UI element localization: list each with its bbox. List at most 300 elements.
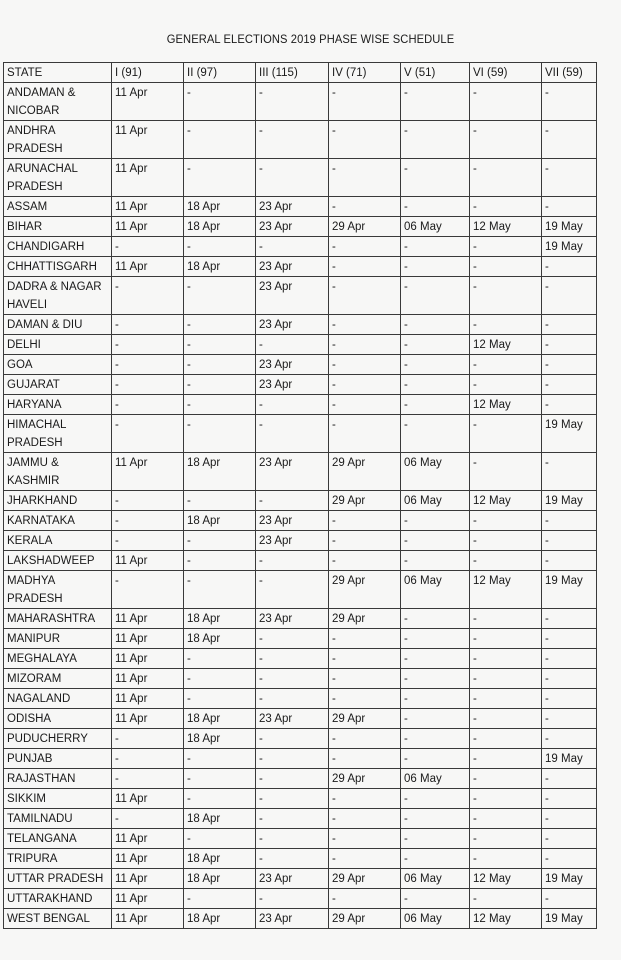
phase-date-cell: - <box>542 83 597 121</box>
phase-date-cell: 11 Apr <box>112 217 184 237</box>
phase-date-cell: - <box>256 769 329 789</box>
table-row <box>4 629 597 649</box>
table-row <box>4 415 597 453</box>
table-row <box>4 121 597 159</box>
phase-date-cell: - <box>112 315 184 335</box>
phase-date-cell: - <box>542 689 597 709</box>
phase-date-cell: - <box>401 789 470 809</box>
state-cell: NAGALAND <box>4 689 112 709</box>
phase-date-cell: - <box>329 395 401 415</box>
phase-date-cell: - <box>329 237 401 257</box>
phase-date-cell: 06 May <box>401 909 470 929</box>
phase-date-cell: 12 May <box>470 395 542 415</box>
phase-date-cell: 11 Apr <box>112 257 184 277</box>
phase-date-cell: 23 Apr <box>256 511 329 531</box>
phase-date-cell: 19 May <box>542 415 597 453</box>
phase-date-cell: 18 Apr <box>184 511 256 531</box>
phase-date-cell: 19 May <box>542 909 597 929</box>
table-row <box>4 531 597 551</box>
phase-date-cell: - <box>112 511 184 531</box>
state-cell: UTTARAKHAND <box>4 889 112 909</box>
phase-date-cell: - <box>470 355 542 375</box>
phase-date-cell: - <box>329 257 401 277</box>
table-row <box>4 809 597 829</box>
phase-date-cell: 19 May <box>542 217 597 237</box>
phase-date-cell: - <box>329 375 401 395</box>
phase-date-cell: - <box>256 809 329 829</box>
phase-date-cell: 12 May <box>470 491 542 511</box>
state-cell: ARUNACHAL PRADESH <box>4 159 112 197</box>
table-row <box>4 511 597 531</box>
phase-date-cell: - <box>542 121 597 159</box>
state-cell: DAMAN & DIU <box>4 315 112 335</box>
state-cell: DADRA & NAGAR HAVELI <box>4 277 112 315</box>
header-cell-state: STATE <box>4 63 112 83</box>
phase-date-cell: 23 Apr <box>256 375 329 395</box>
phase-date-cell: - <box>256 629 329 649</box>
phase-date-cell: 19 May <box>542 869 597 889</box>
phase-date-cell: 11 Apr <box>112 689 184 709</box>
phase-date-cell: - <box>401 531 470 551</box>
phase-date-cell: - <box>401 609 470 629</box>
phase-date-cell: - <box>542 649 597 669</box>
state-cell: MEGHALAYA <box>4 649 112 669</box>
phase-date-cell: - <box>470 789 542 809</box>
phase-date-cell: - <box>329 829 401 849</box>
phase-date-cell: 18 Apr <box>184 869 256 889</box>
phase-date-cell: - <box>329 889 401 909</box>
header-cell-phase-2: II (97) <box>184 63 256 83</box>
phase-date-cell: - <box>401 809 470 829</box>
phase-date-cell: - <box>329 335 401 355</box>
phase-date-cell: - <box>112 769 184 789</box>
table-row <box>4 689 597 709</box>
phase-date-cell: - <box>401 669 470 689</box>
phase-date-cell: - <box>542 551 597 571</box>
phase-date-cell: - <box>256 551 329 571</box>
phase-date-cell: - <box>329 689 401 709</box>
phase-date-cell: - <box>401 511 470 531</box>
state-cell: ANDHRA PRADESH <box>4 121 112 159</box>
phase-date-cell: - <box>256 749 329 769</box>
phase-date-cell: - <box>542 277 597 315</box>
phase-date-cell: 18 Apr <box>184 453 256 491</box>
phase-date-cell: - <box>184 649 256 669</box>
phase-date-cell: - <box>112 375 184 395</box>
header-cell-phase-1: I (91) <box>112 63 184 83</box>
phase-date-cell: - <box>470 121 542 159</box>
phase-date-cell: - <box>256 395 329 415</box>
phase-date-cell: - <box>329 121 401 159</box>
phase-date-cell: - <box>470 849 542 869</box>
phase-date-cell: 06 May <box>401 217 470 237</box>
phase-date-cell: 11 Apr <box>112 709 184 729</box>
phase-date-cell: - <box>184 571 256 609</box>
phase-date-cell: - <box>184 237 256 257</box>
phase-date-cell: - <box>470 629 542 649</box>
header-cell-phase-6: VI (59) <box>470 63 542 83</box>
phase-date-cell: - <box>542 375 597 395</box>
phase-date-cell: 06 May <box>401 571 470 609</box>
phase-date-cell: - <box>329 789 401 809</box>
phase-date-cell: - <box>542 511 597 531</box>
state-cell: PUDUCHERRY <box>4 729 112 749</box>
table-row <box>4 217 597 237</box>
phase-date-cell: - <box>401 395 470 415</box>
table-row <box>4 491 597 511</box>
phase-date-cell: 06 May <box>401 491 470 511</box>
phase-date-cell: 12 May <box>470 869 542 889</box>
phase-date-cell: - <box>401 709 470 729</box>
state-cell: MADHYA PRADESH <box>4 571 112 609</box>
phase-date-cell: - <box>184 491 256 511</box>
phase-date-cell: 11 Apr <box>112 159 184 197</box>
phase-date-cell: 29 Apr <box>329 769 401 789</box>
table-row <box>4 355 597 375</box>
phase-date-cell: 23 Apr <box>256 869 329 889</box>
phase-date-cell: - <box>401 415 470 453</box>
phase-date-cell: - <box>184 395 256 415</box>
phase-date-cell: - <box>470 889 542 909</box>
state-cell: TELANGANA <box>4 829 112 849</box>
table-row <box>4 789 597 809</box>
table-row <box>4 159 597 197</box>
phase-date-cell: - <box>470 729 542 749</box>
phase-date-cell: - <box>184 277 256 315</box>
phase-date-cell: 29 Apr <box>329 609 401 629</box>
phase-date-cell: 11 Apr <box>112 629 184 649</box>
phase-date-cell: 18 Apr <box>184 849 256 869</box>
phase-date-cell: - <box>401 889 470 909</box>
phase-date-cell: 19 May <box>542 491 597 511</box>
phase-date-cell: - <box>256 889 329 909</box>
state-cell: WEST BENGAL <box>4 909 112 929</box>
table-row <box>4 869 597 889</box>
table-row <box>4 551 597 571</box>
phase-date-cell: 23 Apr <box>256 197 329 217</box>
state-cell: ASSAM <box>4 197 112 217</box>
phase-date-cell: - <box>112 729 184 749</box>
phase-date-cell: 19 May <box>542 237 597 257</box>
phase-date-cell: - <box>401 649 470 669</box>
phase-date-cell: - <box>470 689 542 709</box>
table-row <box>4 889 597 909</box>
phase-date-cell: - <box>401 237 470 257</box>
state-cell: GOA <box>4 355 112 375</box>
phase-date-cell: - <box>329 809 401 829</box>
header-row <box>4 63 597 83</box>
header-cell-phase-3: III (115) <box>256 63 329 83</box>
phase-date-cell: - <box>184 889 256 909</box>
phase-date-cell: 11 Apr <box>112 829 184 849</box>
phase-date-cell: - <box>112 335 184 355</box>
phase-date-cell: 11 Apr <box>112 609 184 629</box>
phase-date-cell: - <box>184 83 256 121</box>
table-row <box>4 197 597 217</box>
state-cell: SIKKIM <box>4 789 112 809</box>
phase-date-cell: - <box>542 531 597 551</box>
phase-date-cell: 29 Apr <box>329 709 401 729</box>
phase-date-cell: - <box>329 511 401 531</box>
phase-date-cell: - <box>542 809 597 829</box>
phase-date-cell: - <box>470 709 542 729</box>
phase-date-cell: - <box>542 769 597 789</box>
phase-date-cell: - <box>329 415 401 453</box>
phase-date-cell: 19 May <box>542 749 597 769</box>
phase-date-cell: 11 Apr <box>112 649 184 669</box>
table-row <box>4 315 597 335</box>
state-cell: TAMILNADU <box>4 809 112 829</box>
phase-date-cell: - <box>329 531 401 551</box>
phase-date-cell: - <box>112 491 184 511</box>
phase-date-cell: - <box>401 849 470 869</box>
phase-date-cell: 23 Apr <box>256 531 329 551</box>
phase-date-cell: - <box>256 121 329 159</box>
state-cell: MAHARASHTRA <box>4 609 112 629</box>
phase-date-cell: 19 May <box>542 571 597 609</box>
phase-date-cell: - <box>112 355 184 375</box>
table-row <box>4 749 597 769</box>
table-row <box>4 335 597 355</box>
phase-date-cell: - <box>112 237 184 257</box>
phase-date-cell: 18 Apr <box>184 909 256 929</box>
phase-date-cell: - <box>329 749 401 769</box>
phase-date-cell: - <box>184 159 256 197</box>
schedule-table-body <box>4 63 597 929</box>
phase-date-cell: 23 Apr <box>256 277 329 315</box>
phase-date-cell: - <box>256 491 329 511</box>
state-cell: JHARKHAND <box>4 491 112 511</box>
phase-date-cell: 23 Apr <box>256 909 329 929</box>
phase-date-cell: 11 Apr <box>112 121 184 159</box>
phase-date-cell: - <box>401 197 470 217</box>
phase-date-cell: - <box>329 849 401 869</box>
phase-date-cell: - <box>184 335 256 355</box>
phase-date-cell: - <box>470 809 542 829</box>
phase-date-cell: - <box>470 669 542 689</box>
phase-date-cell: - <box>470 159 542 197</box>
phase-date-cell: - <box>542 315 597 335</box>
state-cell: KERALA <box>4 531 112 551</box>
phase-date-cell: 06 May <box>401 869 470 889</box>
phase-date-cell: 06 May <box>401 453 470 491</box>
phase-date-cell: - <box>401 121 470 159</box>
phase-date-cell: 23 Apr <box>256 609 329 629</box>
table-row <box>4 829 597 849</box>
table-row <box>4 649 597 669</box>
phase-date-cell: - <box>542 669 597 689</box>
phase-date-cell: - <box>542 609 597 629</box>
phase-date-cell: - <box>470 649 542 669</box>
phase-date-cell: - <box>401 315 470 335</box>
phase-date-cell: 12 May <box>470 217 542 237</box>
phase-date-cell: 11 Apr <box>112 869 184 889</box>
phase-date-cell: - <box>542 257 597 277</box>
phase-date-cell: 11 Apr <box>112 669 184 689</box>
phase-date-cell: - <box>470 257 542 277</box>
phase-date-cell: - <box>256 237 329 257</box>
phase-date-cell: - <box>470 277 542 315</box>
table-row <box>4 237 597 257</box>
phase-date-cell: - <box>184 789 256 809</box>
phase-date-cell: 23 Apr <box>256 355 329 375</box>
phase-date-cell: - <box>401 159 470 197</box>
phase-date-cell: - <box>184 121 256 159</box>
table-row <box>4 709 597 729</box>
phase-date-cell: - <box>470 749 542 769</box>
phase-date-cell: 23 Apr <box>256 257 329 277</box>
phase-schedule-table <box>3 62 597 929</box>
phase-date-cell: - <box>184 769 256 789</box>
phase-date-cell: - <box>470 609 542 629</box>
phase-date-cell: 11 Apr <box>112 889 184 909</box>
phase-date-cell: 23 Apr <box>256 453 329 491</box>
phase-date-cell: - <box>329 159 401 197</box>
phase-date-cell: - <box>329 83 401 121</box>
phase-date-cell: - <box>470 315 542 335</box>
table-row <box>4 277 597 315</box>
state-cell: LAKSHADWEEP <box>4 551 112 571</box>
phase-date-cell: 11 Apr <box>112 789 184 809</box>
phase-date-cell: - <box>329 551 401 571</box>
phase-date-cell: - <box>112 749 184 769</box>
phase-date-cell: - <box>184 415 256 453</box>
phase-date-cell: - <box>256 415 329 453</box>
state-cell: KARNATAKA <box>4 511 112 531</box>
state-cell: GUJARAT <box>4 375 112 395</box>
phase-date-cell: 18 Apr <box>184 729 256 749</box>
phase-date-cell: 18 Apr <box>184 629 256 649</box>
phase-date-cell: - <box>470 453 542 491</box>
phase-date-cell: - <box>470 237 542 257</box>
phase-date-cell: 29 Apr <box>329 869 401 889</box>
state-cell: DELHI <box>4 335 112 355</box>
phase-date-cell: - <box>256 729 329 749</box>
phase-date-cell: 29 Apr <box>329 453 401 491</box>
state-cell: HIMACHAL PRADESH <box>4 415 112 453</box>
table-row <box>4 571 597 609</box>
phase-date-cell: - <box>329 629 401 649</box>
phase-date-cell: - <box>542 709 597 729</box>
phase-date-cell: - <box>470 83 542 121</box>
phase-date-cell: - <box>256 689 329 709</box>
phase-date-cell: - <box>112 395 184 415</box>
table-row <box>4 729 597 749</box>
header-cell-phase-5: V (51) <box>401 63 470 83</box>
phase-date-cell: - <box>542 355 597 375</box>
phase-date-cell: - <box>542 453 597 491</box>
phase-date-cell: - <box>470 197 542 217</box>
phase-date-cell: - <box>470 375 542 395</box>
table-row <box>4 909 597 929</box>
phase-date-cell: - <box>470 511 542 531</box>
phase-date-cell: - <box>401 749 470 769</box>
phase-date-cell: - <box>256 669 329 689</box>
phase-date-cell: - <box>256 571 329 609</box>
table-row <box>4 769 597 789</box>
phase-date-cell: - <box>329 669 401 689</box>
state-cell: JAMMU & KASHMIR <box>4 453 112 491</box>
phase-date-cell: - <box>256 335 329 355</box>
phase-date-cell: 11 Apr <box>112 83 184 121</box>
phase-date-cell: 23 Apr <box>256 709 329 729</box>
phase-date-cell: - <box>401 551 470 571</box>
table-row <box>4 609 597 629</box>
phase-date-cell: 18 Apr <box>184 217 256 237</box>
phase-date-cell: - <box>401 729 470 749</box>
phase-date-cell: - <box>329 729 401 749</box>
phase-date-cell: - <box>112 571 184 609</box>
phase-date-cell: - <box>184 829 256 849</box>
state-cell: CHANDIGARH <box>4 237 112 257</box>
phase-date-cell: 18 Apr <box>184 609 256 629</box>
phase-date-cell: 18 Apr <box>184 709 256 729</box>
phase-date-cell: - <box>542 849 597 869</box>
phase-date-cell: 12 May <box>470 909 542 929</box>
state-cell: ODISHA <box>4 709 112 729</box>
phase-date-cell: - <box>401 375 470 395</box>
state-cell: UTTAR PRADESH <box>4 869 112 889</box>
header-cell-phase-7: VII (59) <box>542 63 597 83</box>
table-row <box>4 257 597 277</box>
phase-date-cell: - <box>329 197 401 217</box>
phase-date-cell: - <box>184 375 256 395</box>
phase-date-cell: - <box>112 531 184 551</box>
state-cell: PUNJAB <box>4 749 112 769</box>
state-cell: MIZORAM <box>4 669 112 689</box>
phase-date-cell: 23 Apr <box>256 217 329 237</box>
table-row <box>4 453 597 491</box>
phase-date-cell: 11 Apr <box>112 909 184 929</box>
phase-date-cell: - <box>256 829 329 849</box>
phase-date-cell: - <box>401 83 470 121</box>
phase-date-cell: 18 Apr <box>184 257 256 277</box>
phase-date-cell: - <box>184 749 256 769</box>
phase-date-cell: - <box>256 789 329 809</box>
phase-date-cell: - <box>542 789 597 809</box>
phase-date-cell: - <box>112 277 184 315</box>
phase-date-cell: - <box>256 159 329 197</box>
table-row <box>4 669 597 689</box>
phase-date-cell: 06 May <box>401 769 470 789</box>
phase-date-cell: - <box>470 829 542 849</box>
table-row <box>4 395 597 415</box>
phase-date-cell: - <box>256 849 329 869</box>
phase-date-cell: - <box>112 809 184 829</box>
phase-date-cell: - <box>470 415 542 453</box>
phase-date-cell: - <box>329 649 401 669</box>
phase-date-cell: - <box>329 315 401 335</box>
phase-date-cell: - <box>542 629 597 649</box>
state-cell: MANIPUR <box>4 629 112 649</box>
phase-date-cell: 18 Apr <box>184 809 256 829</box>
phase-date-cell: - <box>112 415 184 453</box>
phase-date-cell: - <box>184 315 256 335</box>
phase-date-cell: - <box>470 551 542 571</box>
phase-date-cell: - <box>542 829 597 849</box>
phase-date-cell: - <box>184 689 256 709</box>
phase-date-cell: - <box>470 531 542 551</box>
state-cell: ANDAMAN & NICOBAR <box>4 83 112 121</box>
phase-date-cell: - <box>401 629 470 649</box>
phase-date-cell: 11 Apr <box>112 551 184 571</box>
phase-date-cell: - <box>184 531 256 551</box>
phase-date-cell: - <box>470 769 542 789</box>
phase-date-cell: 23 Apr <box>256 315 329 335</box>
phase-date-cell: 12 May <box>470 335 542 355</box>
header-cell-phase-4: IV (71) <box>329 63 401 83</box>
phase-date-cell: 29 Apr <box>329 909 401 929</box>
